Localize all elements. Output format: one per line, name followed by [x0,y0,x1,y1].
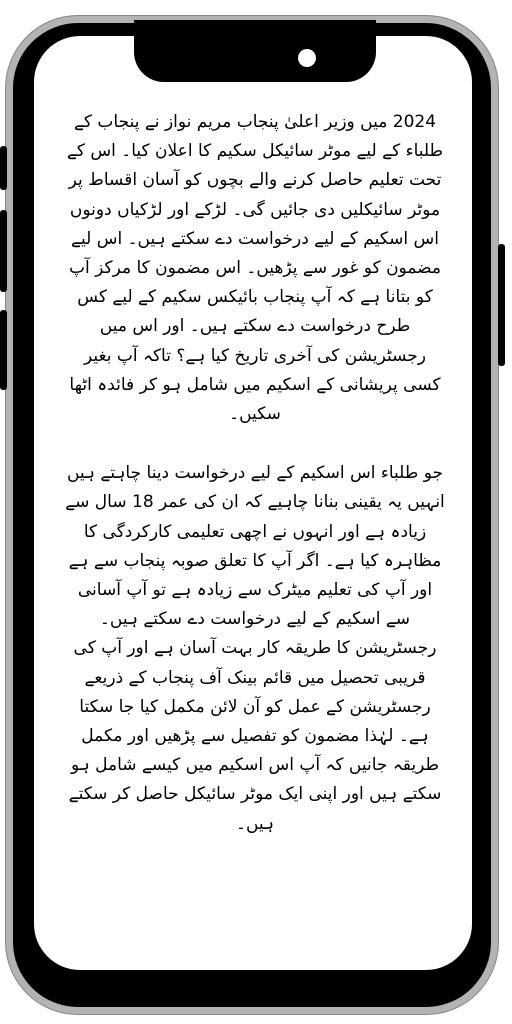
phone-side-button-volume-up [0,210,7,292]
phone-side-button-mute [0,146,7,190]
article-paragraph-2: جو طلباء اس اسکیم کے لیے درخواست دینا چاہتے ہیں انہیں یہ یقینی بنانا چاہیے کہ ان کی عمر 18 سال سے زیادہ ہے اور انہوں نے اچھی تعلیمی کارکردگی کا مظاہرہ کیا ہے۔ اگر آپ کا تعلق صوبہ پنجاب سے ہے اور آپ کی تعلیم میٹرک سے زیادہ ہے تو آپ آسانی سے اسکیم کے لیے درخواست دے سکتے ہیں۔ رجسٹریشن کا طریقہ کار بہت آسان ہے اور آپ کی قریبی تحصیل میں قائم بینک آف پنجاب کے ذریعے رجسٹریشن کے عمل کو آن لائن مکمل کیا جا سکتا ہے۔ لہٰذا مضمون کو تفصیل سے پڑھیں اور مکمل طریقہ جانیں کہ آپ اس اسکیم میں کیسے شامل ہو سکتے ہیں اور اپنی ایک موٹر سائیکل حاصل کر سکتے ہیں۔ [65,463,445,834]
article-paragraph-1: 2024 میں وزیر اعلیٰ پنجاب مریم نواز نے پنجاب کے طلباء کے لیے موٹر سائیکل سکیم کا اعلان کیا۔ اس کے تحت تعلیم حاصل کرنے والے بچوں کو آسان اقساط پر موٹر سائیکلیں دی جائیں گی۔ لڑکے اور لڑکیاں دونوں اس اسکیم کے لیے درخواست دے سکتے ہیں۔ اس لیے مضمون کو غور سے پڑھیں۔ اس مضمون کا مرکز آپ کو بتانا ہے کہ آپ پنجاب بائیکس سکیم کے لیے کس طرح درخواست دے سکتے ہیں۔ اور اس میں رجسٹریشن کی آخری تاریخ کیا ہے؟ تاکہ آپ بغیر کسی پریشانی کے اسکیم میں شامل ہو کر فائدہ اٹھا سکیں۔ [66,112,444,425]
phone-side-button-power [498,244,505,366]
phone-notch [134,20,376,82]
article-body [38,96,472,956]
front-camera-icon [298,49,316,67]
phone-side-button-volume-down [0,310,7,390]
